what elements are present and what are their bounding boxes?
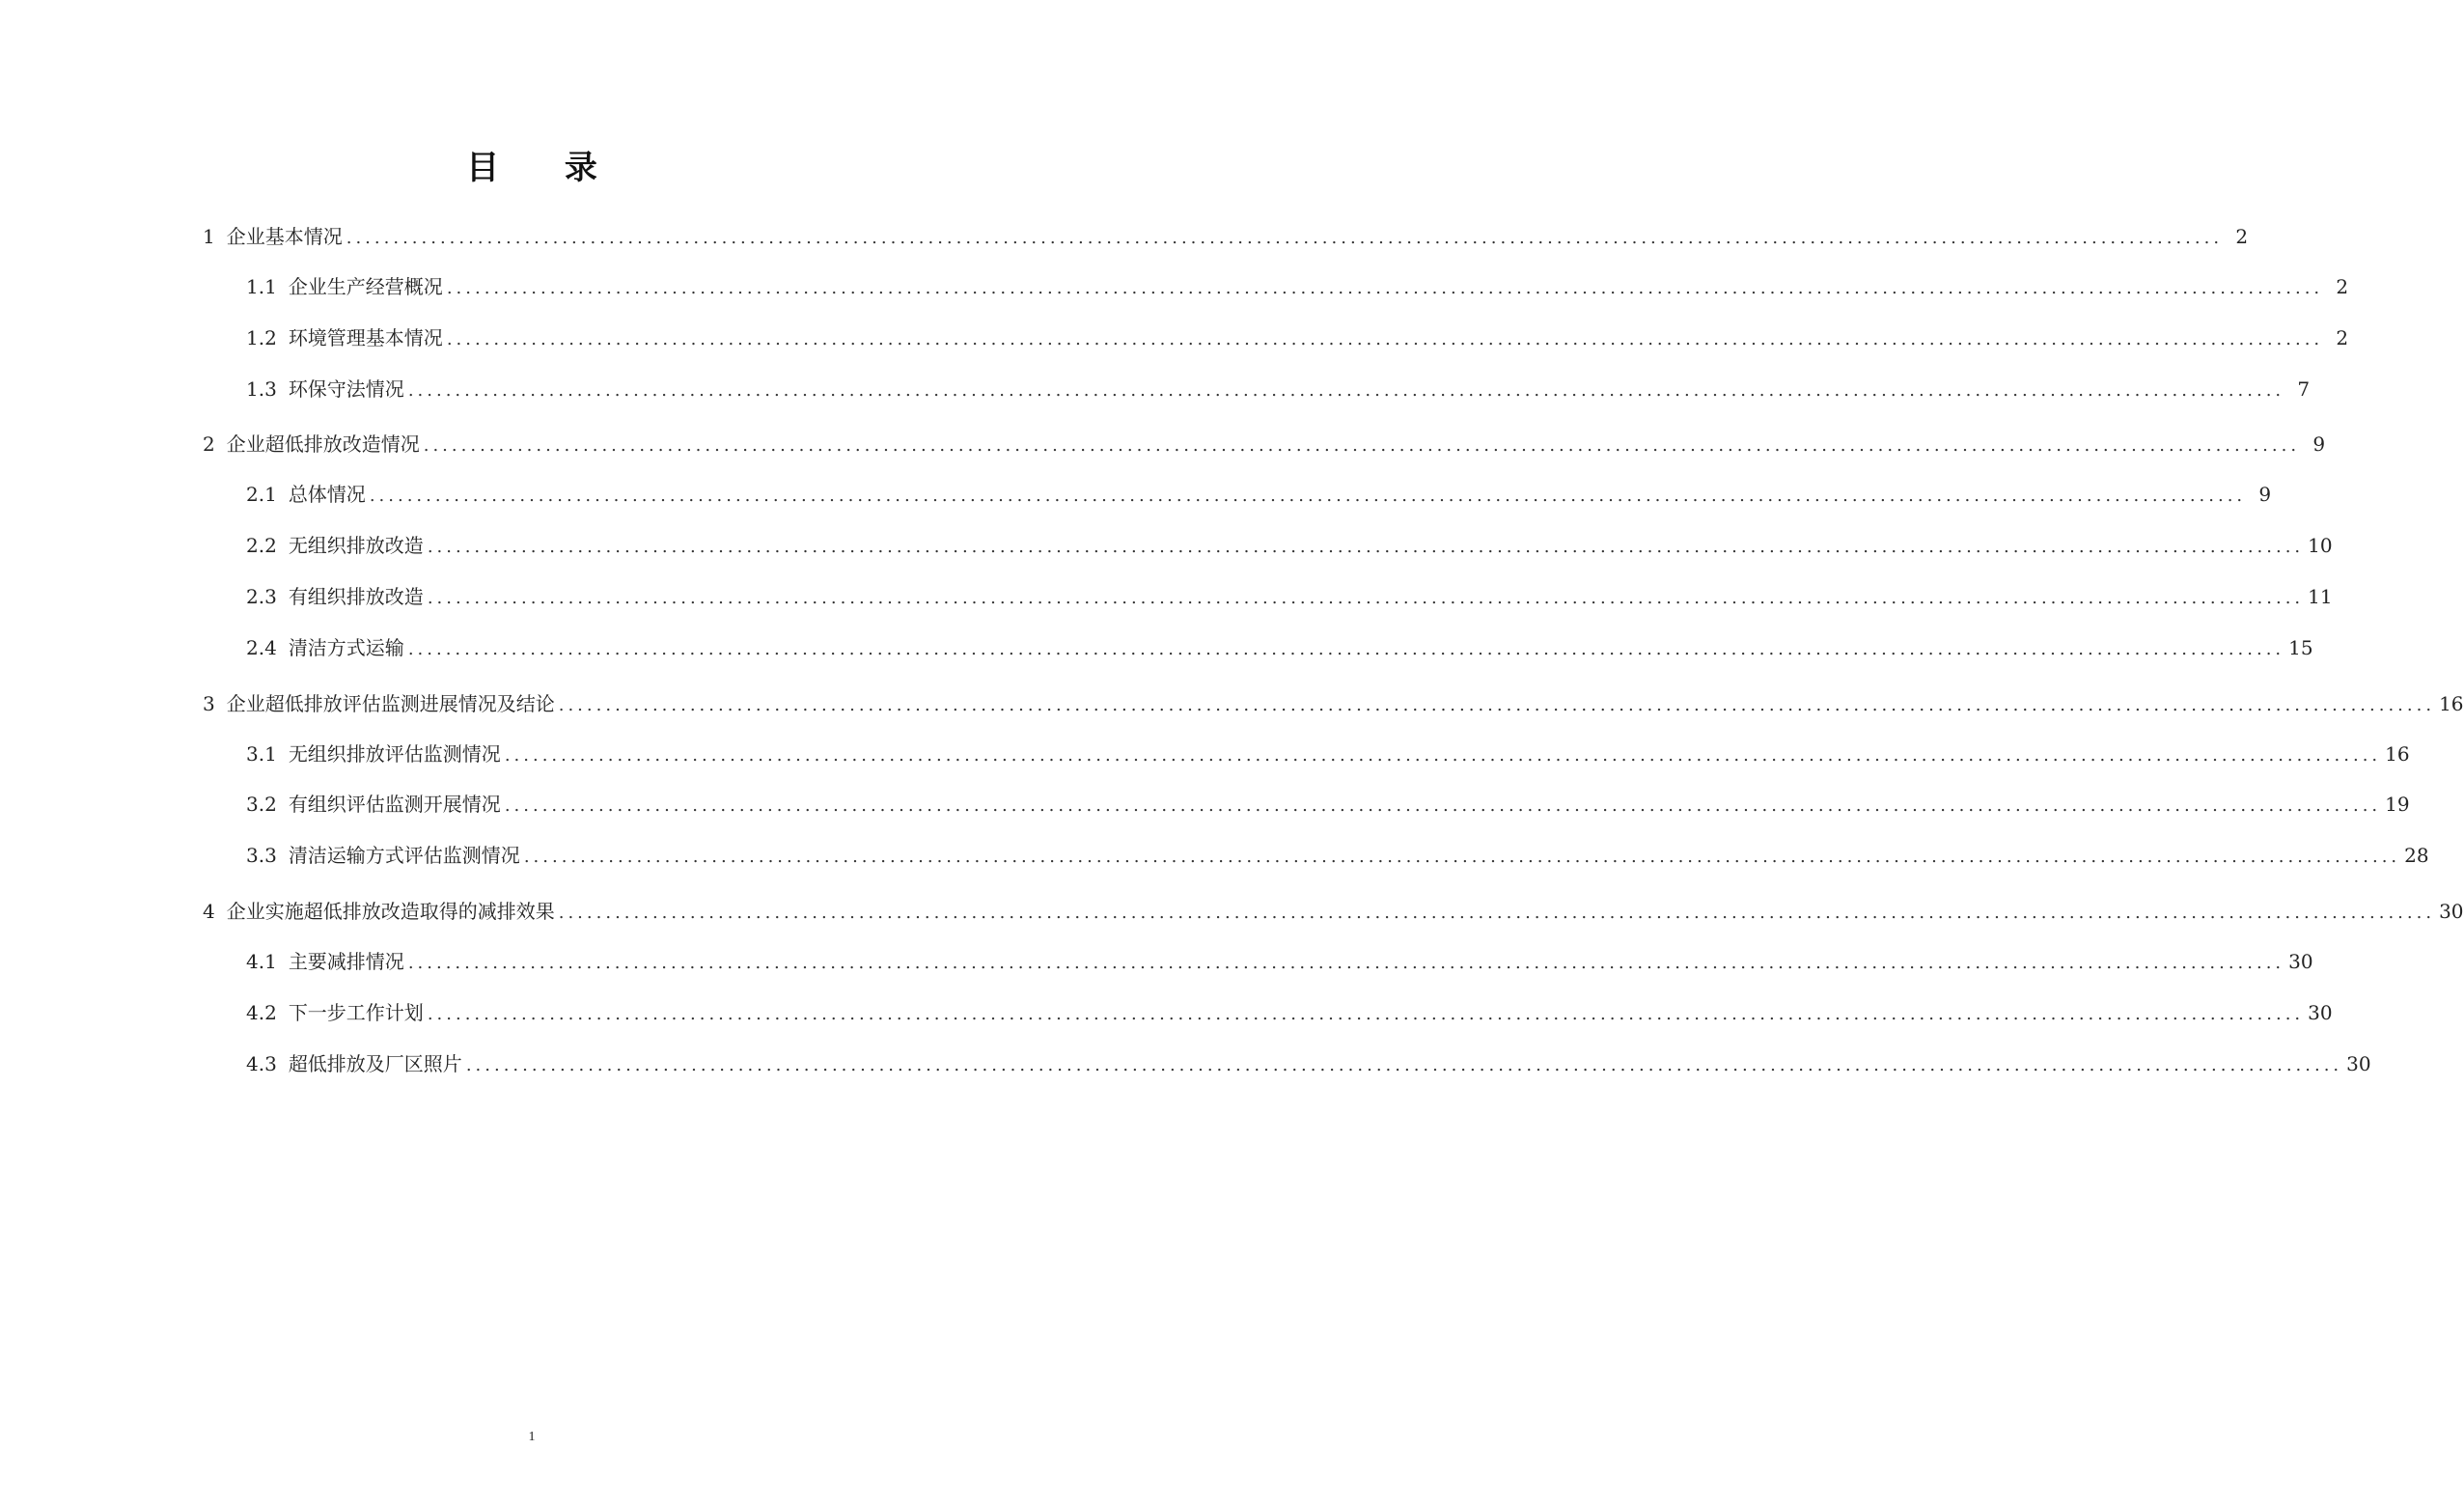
toc-entry-label: 总体情况: [288, 483, 366, 506]
toc-entry-label: 清洁方式运输: [288, 636, 404, 659]
dot-leader: ........................................................................................................................................................................................................: [558, 695, 2436, 715]
toc-entry[interactable]: [246, 323, 2349, 352]
toc-entry-label: 有组织评估监测开展情况: [288, 793, 501, 816]
toc-entry-page: 9: [2312, 432, 2326, 456]
toc-entry-label: 有组织排放改造: [288, 585, 424, 608]
toc-entry-page: 30: [2308, 1001, 2333, 1024]
toc-entry-label: 企业生产经营概况: [288, 275, 443, 298]
toc-entry-page: 2: [2336, 326, 2349, 349]
toc-entry-label: 无组织排放改造: [288, 534, 424, 557]
toc-entry-page: 28: [2404, 844, 2429, 867]
toc-entry-page: 16: [2385, 742, 2410, 766]
toc-entry[interactable]: [203, 689, 2464, 718]
toc-entry-number: 1.3: [246, 377, 277, 401]
toc-entry[interactable]: [246, 739, 2410, 768]
dot-leader: ........................................................................................................................................................................................................: [465, 1055, 2343, 1075]
toc-entry[interactable]: [246, 633, 2313, 662]
toc-entry[interactable]: [246, 841, 2429, 870]
toc-entry-number: 2.1: [246, 483, 277, 506]
toc-entry-number: 2.2: [246, 534, 277, 557]
toc-entry-number: 4: [203, 900, 215, 923]
toc-entry-label: 企业基本情况: [226, 225, 343, 248]
toc-entry-number: 3.2: [246, 793, 277, 816]
dot-leader: ........................................................................................................................................................................................................: [369, 486, 2247, 506]
toc-entry[interactable]: [203, 222, 2249, 251]
toc-entry-number: 2.3: [246, 585, 277, 608]
toc-entry-page: 2: [2336, 275, 2349, 298]
dot-leader: ........................................................................................................................................................................................................: [346, 228, 2224, 248]
toc-entry-number: 4.1: [246, 950, 277, 973]
toc-entry[interactable]: [246, 375, 2311, 404]
toc-entry-page: 2: [2235, 225, 2249, 248]
toc-entry-page: 19: [2385, 793, 2410, 816]
toc-entry-page: 9: [2258, 483, 2272, 506]
dot-leader: ........................................................................................................................................................................................................: [407, 953, 2285, 973]
dot-leader: ........................................................................................................................................................................................................: [446, 329, 2324, 349]
toc-entry-page: 15: [2288, 636, 2313, 659]
toc-entry-label: 无组织排放评估监测情况: [288, 742, 501, 766]
toc-entry[interactable]: [246, 531, 2333, 560]
toc-entry-number: 1.1: [246, 275, 277, 298]
toc-title: 目 录: [466, 149, 624, 187]
toc-entry-label: 主要减排情况: [288, 950, 404, 973]
toc-entry-page: 11: [2308, 585, 2333, 608]
toc-entry-number: 1.2: [246, 326, 277, 349]
toc-entry-label: 下一步工作计划: [288, 1001, 424, 1024]
toc-entry-number: 4.2: [246, 1001, 277, 1024]
dot-leader: ........................................................................................................................................................................................................: [523, 847, 2401, 867]
toc-entry-label: 清洁运输方式评估监测情况: [288, 844, 520, 867]
toc-entry[interactable]: [246, 480, 2272, 509]
toc-entry-page: 30: [2288, 950, 2313, 973]
dot-leader: ........................................................................................................................................................................................................: [407, 639, 2285, 659]
toc-entry-page: 7: [2297, 377, 2311, 401]
dot-leader: ........................................................................................................................................................................................................: [427, 537, 2305, 557]
toc-entry[interactable]: [203, 430, 2326, 459]
toc-entry-number: 3.1: [246, 742, 277, 766]
toc-entry[interactable]: [246, 272, 2349, 301]
toc-entry[interactable]: [246, 998, 2333, 1027]
toc-entry-label: 超低排放及厂区照片: [288, 1052, 462, 1075]
dot-leader: ........................................................................................................................................................................................................: [504, 745, 2382, 766]
toc-entry-label: 企业超低排放评估监测进展情况及结论: [226, 692, 555, 715]
toc-entry-number: 3.3: [246, 844, 277, 867]
dot-leader: ........................................................................................................................................................................................................: [558, 903, 2436, 923]
page-number: 1: [528, 1430, 536, 1444]
toc-entry-label: 环境管理基本情况: [288, 326, 443, 349]
toc-entry-number: 4.3: [246, 1052, 277, 1075]
toc-entry-label: 环保守法情况: [288, 377, 404, 401]
toc-entry-page: 10: [2308, 534, 2333, 557]
toc-entry-label: 企业实施超低排放改造取得的减排效果: [226, 900, 555, 923]
toc-entry-number: 3: [203, 692, 215, 715]
toc-entry-page: 30: [2346, 1052, 2371, 1075]
dot-leader: ........................................................................................................................................................................................................: [427, 1004, 2305, 1024]
toc-entry[interactable]: [246, 582, 2333, 611]
dot-leader: ........................................................................................................................................................................................................: [446, 278, 2324, 298]
toc-entry[interactable]: [246, 947, 2313, 976]
dot-leader: ........................................................................................................................................................................................................: [427, 588, 2305, 608]
toc-entry-number: 2.4: [246, 636, 277, 659]
toc-entry-number: 2: [203, 432, 215, 456]
toc-entry-label: 企业超低排放改造情况: [226, 432, 420, 456]
toc-entry-page: 30: [2439, 900, 2464, 923]
toc-entry[interactable]: [203, 897, 2464, 926]
dot-leader: ........................................................................................................................................................................................................: [504, 795, 2382, 816]
toc-entry-number: 1: [203, 225, 215, 248]
toc-entry[interactable]: [246, 790, 2410, 819]
dot-leader: ........................................................................................................................................................................................................: [407, 380, 2285, 401]
dot-leader: ........................................................................................................................................................................................................: [423, 435, 2301, 456]
toc-entry[interactable]: [246, 1049, 2371, 1078]
toc-entry-page: 16: [2439, 692, 2464, 715]
